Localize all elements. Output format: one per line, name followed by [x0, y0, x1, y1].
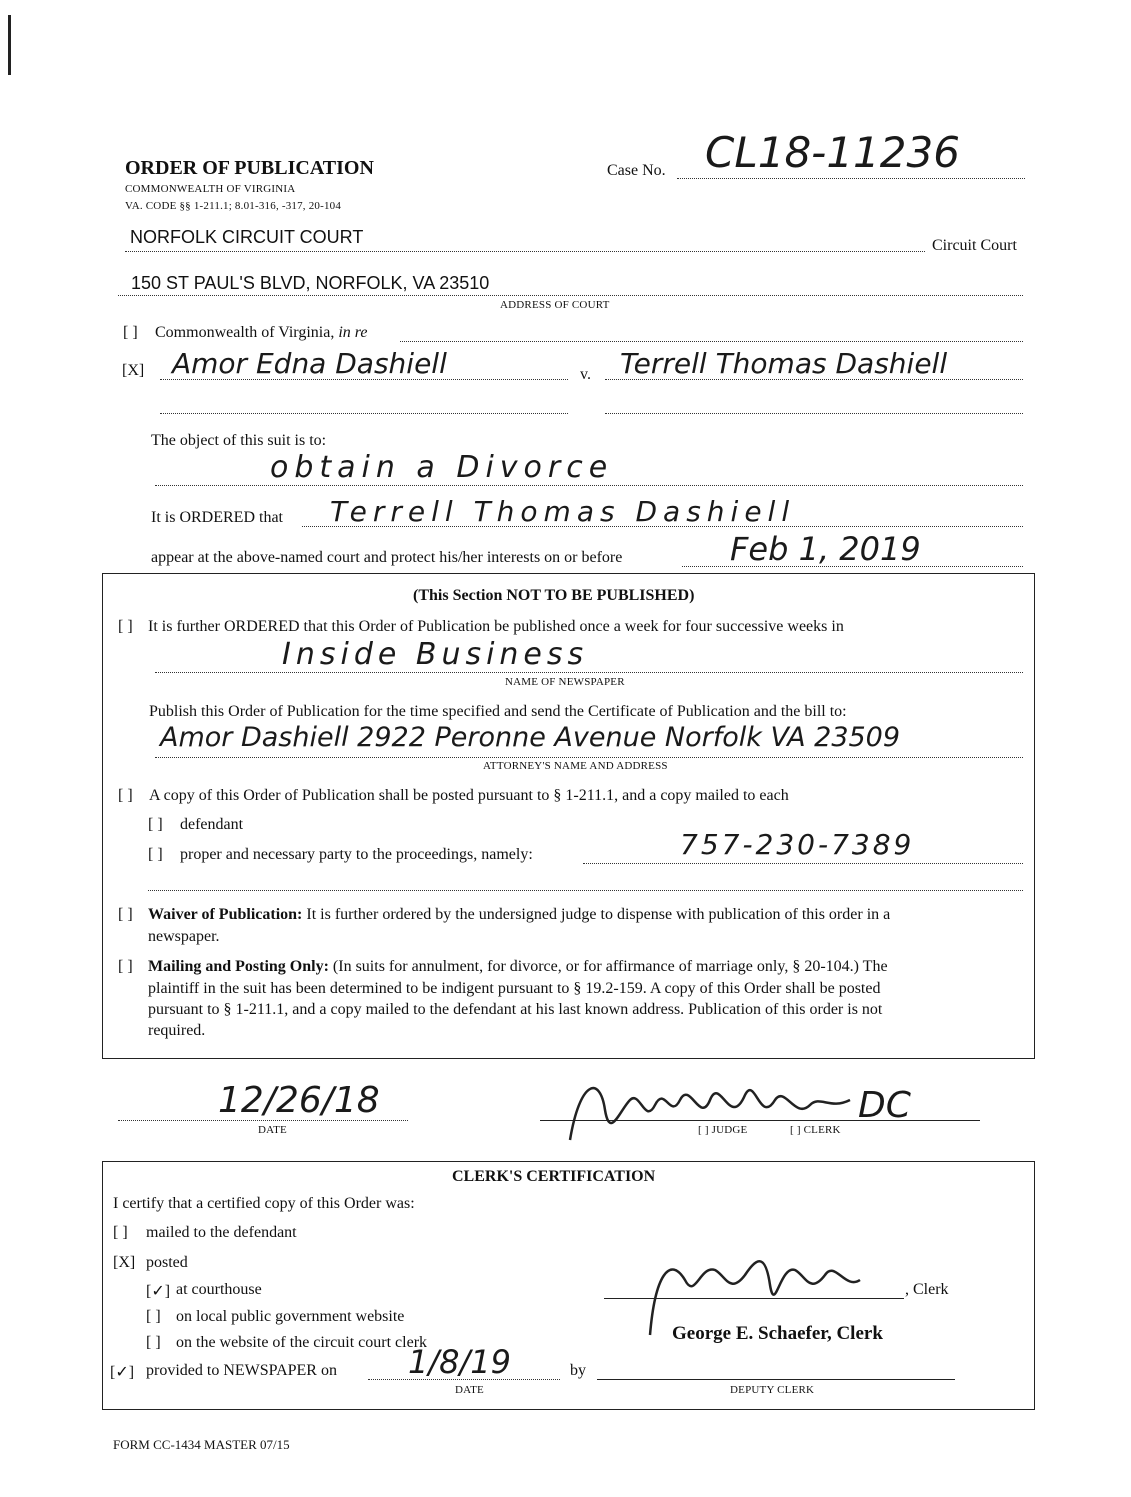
waiver-bold: Waiver of Publication:: [148, 906, 303, 923]
dc-initials: DC: [858, 1085, 911, 1126]
case-number: CL18-11236: [705, 128, 960, 177]
mailed-checkbox[interactable]: [ ]: [113, 1224, 128, 1241]
posted-label: posted: [146, 1254, 188, 1271]
posted-copy-checkbox[interactable]: [ ]: [118, 787, 133, 804]
defendant-checkbox[interactable]: [ ]: [148, 816, 163, 833]
commonwealth-checkbox[interactable]: [ ]: [123, 324, 138, 341]
object-line: [155, 485, 1023, 486]
proper-party-line: [583, 863, 1023, 864]
mailing-line-2: plaintiff in the suit has been determined to be indigent pursuant to § 19.2-159. A copy of this Order shall be posted: [148, 980, 881, 997]
suit-object: obtain a Divorce: [270, 450, 614, 485]
signature-line: [540, 1120, 980, 1121]
provided-date: 1/8/19: [408, 1343, 511, 1381]
in-re: in re: [338, 324, 368, 341]
provided-label: provided to NEWSPAPER on: [146, 1362, 337, 1379]
waiver-text: [148, 906, 1008, 924]
mailing-line-4: required.: [148, 1022, 206, 1039]
waiver-text-2: newspaper.: [148, 928, 220, 945]
attorney-name-address: Amor Dashiell 2922 Peronne Avenue Norfolk VA 23509: [160, 722, 901, 753]
defendant-line-2: [605, 413, 1023, 414]
mailed-label: mailed to the defendant: [146, 1224, 297, 1241]
plaintiff-line-2: [160, 413, 568, 414]
address-line: [118, 295, 1023, 296]
date-label: DATE: [258, 1124, 287, 1136]
waiver-body: It is further ordered by the undersigned judge to dispense with publication of this order in a: [306, 906, 891, 923]
website-label: on local public government website: [176, 1308, 405, 1325]
ordered-name: Terrell Thomas Dashiell: [330, 495, 796, 528]
address-label: ADDRESS OF COURT: [500, 299, 610, 311]
form-number: FORM CC-1434 MASTER 07/15: [113, 1437, 290, 1452]
versus-label: v.: [580, 366, 591, 383]
deputy-clerk-line: [597, 1379, 955, 1380]
header-subtitle: COMMONWEALTH OF VIRGINIA: [125, 183, 296, 195]
page-title: ORDER OF PUBLICATION: [125, 157, 374, 179]
posted-checkbox[interactable]: [X]: [113, 1254, 136, 1271]
date-line: [118, 1120, 408, 1121]
certify-text: I certify that a certified copy of this Order was:: [113, 1195, 415, 1212]
waiver-checkbox[interactable]: [ ]: [118, 906, 133, 923]
commonwealth-label: [155, 324, 368, 342]
ordered-label: It is ORDERED that: [151, 509, 283, 526]
mailing-body: (In suits for annulment, for divorce, or for affirmance of marriage only, § 20-104.) The: [332, 958, 888, 975]
clerk-suffix: , Clerk: [905, 1281, 949, 1298]
provided-date-label: DATE: [455, 1384, 484, 1396]
courthouse-label: at courthouse: [176, 1281, 262, 1298]
mailing-line-3: pursuant to § 1-211.1, and a copy mailed to the defendant at his last known address. Publication of this order is not: [148, 1001, 883, 1018]
publish-instructions: Publish this Order of Publication for the time specified and send the Certificate of Publication and the bill to:: [149, 703, 847, 720]
provided-checkbox[interactable]: [✓]: [110, 1364, 135, 1381]
mailing-line-1: [148, 958, 1008, 976]
commonwealth-text: Commonwealth of Virginia,: [155, 324, 335, 341]
mailing-checkbox[interactable]: [ ]: [118, 958, 133, 975]
defendant-line: [605, 379, 1023, 380]
defendant-name: Terrell Thomas Dashiell: [620, 347, 948, 380]
case-label: Case No.: [607, 162, 666, 179]
court-name: NORFOLK CIRCUIT COURT: [130, 227, 364, 247]
signed-date: 12/26/18: [218, 1080, 380, 1121]
appear-date: Feb 1, 2019: [730, 530, 921, 568]
plaintiff-checkbox[interactable]: [X]: [122, 362, 145, 379]
header-code: VA. CODE §§ 1-211.1; 8.01-316, -317, 20-104: [125, 200, 342, 212]
appear-line: [682, 566, 1023, 567]
proper-party-value: 757-230-7389: [680, 828, 915, 861]
newspaper-line: [155, 672, 1023, 673]
proper-party-label: proper and necessary party to the proceedings, namely:: [180, 846, 533, 863]
appear-label: appear at the above-named court and protect his/her interests on or before: [151, 549, 623, 566]
further-ordered-text: It is further ORDERED that this Order of Publication be published once a week for four successive weeks in: [148, 618, 844, 635]
object-label: The object of this suit is to:: [151, 432, 327, 449]
plaintiff-name: Amor Edna Dashiell: [172, 347, 447, 380]
attorney-label: ATTORNEY'S NAME AND ADDRESS: [483, 760, 668, 772]
mailing-bold: Mailing and Posting Only:: [148, 958, 329, 975]
not-published-heading: (This Section NOT TO BE PUBLISHED): [413, 587, 695, 604]
case-line: [677, 178, 1025, 179]
scan-mark: [8, 15, 11, 75]
defendant-label: defendant: [180, 816, 244, 833]
circuit-website-checkbox[interactable]: [ ]: [146, 1334, 161, 1351]
publish-weekly-checkbox[interactable]: [ ]: [118, 618, 133, 635]
website-checkbox[interactable]: [ ]: [146, 1308, 161, 1325]
by-label: by: [570, 1362, 586, 1379]
circuit-court-label: Circuit Court: [932, 237, 1017, 254]
clerk-signature-line: [604, 1298, 904, 1299]
proper-party-line-2: [148, 890, 1023, 891]
posted-copy-text: A copy of this Order of Publication shall be posted pursuant to § 1-211.1, and a copy mailed to each: [149, 787, 789, 804]
court-address: 150 ST PAUL'S BLVD, NORFOLK, VA 23510: [131, 273, 490, 293]
clerk-name-stamp: George E. Schaefer, Clerk: [672, 1323, 883, 1344]
plaintiff-line: [160, 379, 568, 380]
deputy-clerk-label: DEPUTY CLERK: [730, 1384, 815, 1396]
circuit-website-label: on the website of the circuit court clerk: [176, 1334, 428, 1351]
courthouse-checkbox[interactable]: [✓]: [146, 1283, 171, 1300]
clerk-checkbox[interactable]: [ ] CLERK: [790, 1124, 841, 1136]
clerk-cert-heading: CLERK'S CERTIFICATION: [452, 1168, 656, 1185]
court-line: [125, 251, 925, 252]
ordered-line: [302, 526, 1023, 527]
judge-checkbox[interactable]: [ ] JUDGE: [698, 1124, 748, 1136]
newspaper-label: NAME OF NEWSPAPER: [505, 676, 625, 688]
in-re-line: [400, 341, 1023, 342]
attorney-line: [155, 757, 1023, 758]
proper-party-checkbox[interactable]: [ ]: [148, 846, 163, 863]
newspaper-name: Inside Business: [282, 637, 589, 672]
